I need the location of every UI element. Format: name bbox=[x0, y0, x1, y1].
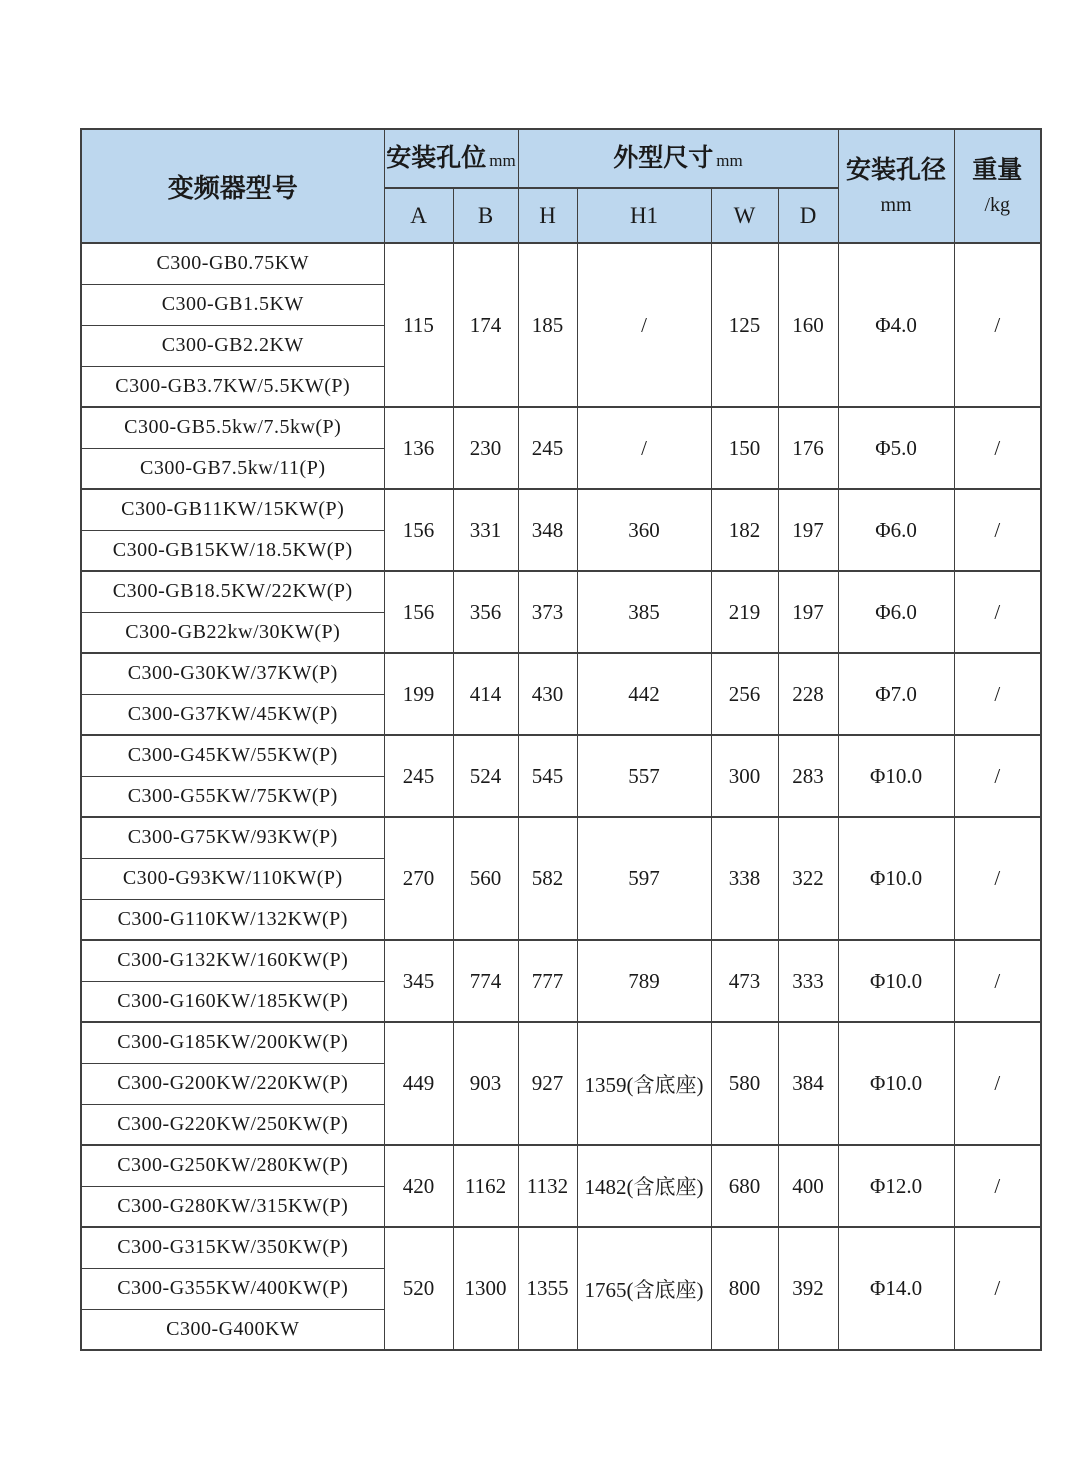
value-cell-a: 156 bbox=[384, 571, 453, 653]
model-cell: C300-G185KW/200KW(P) bbox=[81, 1022, 384, 1063]
value-cell-weight: / bbox=[954, 489, 1041, 571]
header-dimensions-label: 外型尺寸 bbox=[613, 144, 714, 172]
value-cell-w: 219 bbox=[711, 571, 778, 653]
value-cell-weight: / bbox=[954, 407, 1041, 489]
value-cell-b: 1162 bbox=[453, 1145, 518, 1227]
value-cell-dia: Φ7.0 bbox=[838, 653, 954, 735]
value-cell-h: 582 bbox=[518, 817, 577, 940]
value-cell-d: 283 bbox=[778, 735, 838, 817]
table-row bbox=[81, 817, 1041, 858]
value-cell-weight: / bbox=[954, 1227, 1041, 1350]
value-cell-h1: 385 bbox=[577, 571, 711, 653]
model-cell: C300-G200KW/220KW(P) bbox=[81, 1063, 384, 1104]
table-row bbox=[81, 735, 1041, 776]
value-cell-w: 300 bbox=[711, 735, 778, 817]
model-cell: C300-GB5.5kw/7.5kw(P) bbox=[81, 407, 384, 448]
value-cell-h: 927 bbox=[518, 1022, 577, 1145]
value-cell-weight: / bbox=[954, 940, 1041, 1022]
header-weight bbox=[954, 129, 1041, 243]
value-cell-h1: 360 bbox=[577, 489, 711, 571]
model-cell: C300-GB1.5KW bbox=[81, 284, 384, 325]
value-cell-w: 125 bbox=[711, 243, 778, 407]
value-cell-b: 560 bbox=[453, 817, 518, 940]
value-cell-a: 345 bbox=[384, 940, 453, 1022]
value-cell-w: 800 bbox=[711, 1227, 778, 1350]
header-hole-diameter-label: 安装孔径 bbox=[846, 157, 947, 185]
model-cell: C300-G400KW bbox=[81, 1309, 384, 1350]
table-row bbox=[81, 1145, 1041, 1186]
value-cell-b: 174 bbox=[453, 243, 518, 407]
model-cell: C300-G110KW/132KW(P) bbox=[81, 899, 384, 940]
value-cell-a: 199 bbox=[384, 653, 453, 735]
header-col-a: A bbox=[384, 188, 453, 243]
value-cell-dia: Φ10.0 bbox=[838, 940, 954, 1022]
value-cell-a: 270 bbox=[384, 817, 453, 940]
value-cell-a: 520 bbox=[384, 1227, 453, 1350]
model-cell: C300-GB11KW/15KW(P) bbox=[81, 489, 384, 530]
value-cell-h: 373 bbox=[518, 571, 577, 653]
value-cell-dia: Φ10.0 bbox=[838, 1022, 954, 1145]
model-cell: C300-GB7.5kw/11(P) bbox=[81, 448, 384, 489]
table-header bbox=[81, 129, 1041, 243]
value-cell-d: 176 bbox=[778, 407, 838, 489]
header-model-column: 变频器型号 bbox=[81, 129, 384, 243]
value-cell-h1: 1482(含底座) bbox=[577, 1145, 711, 1227]
value-cell-d: 228 bbox=[778, 653, 838, 735]
value-cell-h: 1132 bbox=[518, 1145, 577, 1227]
value-cell-dia: Φ4.0 bbox=[838, 243, 954, 407]
value-cell-dia: Φ6.0 bbox=[838, 489, 954, 571]
value-cell-h1: / bbox=[577, 243, 711, 407]
header-col-h: H bbox=[518, 188, 577, 243]
value-cell-dia: Φ10.0 bbox=[838, 817, 954, 940]
model-cell: C300-G55KW/75KW(P) bbox=[81, 776, 384, 817]
table-row bbox=[81, 407, 1041, 448]
value-cell-a: 115 bbox=[384, 243, 453, 407]
value-cell-h: 777 bbox=[518, 940, 577, 1022]
table-row bbox=[81, 243, 1041, 284]
model-cell: C300-GB15KW/18.5KW(P) bbox=[81, 530, 384, 571]
value-cell-h: 545 bbox=[518, 735, 577, 817]
header-mount-hole-unit: mm bbox=[489, 150, 516, 170]
value-cell-d: 197 bbox=[778, 489, 838, 571]
value-cell-a: 136 bbox=[384, 407, 453, 489]
value-cell-d: 197 bbox=[778, 571, 838, 653]
value-cell-h: 245 bbox=[518, 407, 577, 489]
value-cell-b: 774 bbox=[453, 940, 518, 1022]
table-row bbox=[81, 1227, 1041, 1268]
value-cell-dia: Φ5.0 bbox=[838, 407, 954, 489]
header-hole-diameter-unit: mm bbox=[880, 193, 912, 216]
value-cell-w: 182 bbox=[711, 489, 778, 571]
value-cell-b: 524 bbox=[453, 735, 518, 817]
value-cell-b: 903 bbox=[453, 1022, 518, 1145]
model-cell: C300-G315KW/350KW(P) bbox=[81, 1227, 384, 1268]
value-cell-b: 331 bbox=[453, 489, 518, 571]
value-cell-w: 256 bbox=[711, 653, 778, 735]
value-cell-a: 245 bbox=[384, 735, 453, 817]
value-cell-h1: 442 bbox=[577, 653, 711, 735]
value-cell-dia: Φ12.0 bbox=[838, 1145, 954, 1227]
value-cell-weight: / bbox=[954, 735, 1041, 817]
header-weight-label: 重量 bbox=[972, 157, 1023, 185]
value-cell-h1: 1359(含底座) bbox=[577, 1022, 711, 1145]
table-row bbox=[81, 940, 1041, 981]
value-cell-weight: / bbox=[954, 243, 1041, 407]
header-weight-unit: /kg bbox=[984, 193, 1011, 216]
model-cell: C300-GB18.5KW/22KW(P) bbox=[81, 571, 384, 612]
value-cell-a: 156 bbox=[384, 489, 453, 571]
model-cell: C300-G355KW/400KW(P) bbox=[81, 1268, 384, 1309]
value-cell-d: 333 bbox=[778, 940, 838, 1022]
value-cell-w: 680 bbox=[711, 1145, 778, 1227]
header-col-b: B bbox=[453, 188, 518, 243]
model-cell: C300-GB2.2KW bbox=[81, 325, 384, 366]
value-cell-h: 348 bbox=[518, 489, 577, 571]
value-cell-a: 420 bbox=[384, 1145, 453, 1227]
model-cell: C300-G160KW/185KW(P) bbox=[81, 981, 384, 1022]
model-cell: C300-G280KW/315KW(P) bbox=[81, 1186, 384, 1227]
value-cell-h1: / bbox=[577, 407, 711, 489]
header-dimensions-unit: mm bbox=[716, 150, 743, 170]
value-cell-a: 449 bbox=[384, 1022, 453, 1145]
model-cell: C300-G250KW/280KW(P) bbox=[81, 1145, 384, 1186]
value-cell-h: 430 bbox=[518, 653, 577, 735]
model-cell: C300-GB0.75KW bbox=[81, 243, 384, 284]
table-row bbox=[81, 489, 1041, 530]
value-cell-weight: / bbox=[954, 817, 1041, 940]
value-cell-d: 400 bbox=[778, 1145, 838, 1227]
model-cell: C300-G93KW/110KW(P) bbox=[81, 858, 384, 899]
value-cell-w: 580 bbox=[711, 1022, 778, 1145]
value-cell-weight: / bbox=[954, 1145, 1041, 1227]
value-cell-w: 473 bbox=[711, 940, 778, 1022]
value-cell-h1: 557 bbox=[577, 735, 711, 817]
value-cell-dia: Φ14.0 bbox=[838, 1227, 954, 1350]
value-cell-h: 1355 bbox=[518, 1227, 577, 1350]
value-cell-w: 338 bbox=[711, 817, 778, 940]
model-cell: C300-G30KW/37KW(P) bbox=[81, 653, 384, 694]
model-cell: C300-G37KW/45KW(P) bbox=[81, 694, 384, 735]
value-cell-b: 1300 bbox=[453, 1227, 518, 1350]
value-cell-h: 185 bbox=[518, 243, 577, 407]
table-row bbox=[81, 571, 1041, 612]
value-cell-d: 384 bbox=[778, 1022, 838, 1145]
model-cell: C300-G75KW/93KW(P) bbox=[81, 817, 384, 858]
value-cell-h1: 1765(含底座) bbox=[577, 1227, 711, 1350]
value-cell-d: 160 bbox=[778, 243, 838, 407]
value-cell-d: 392 bbox=[778, 1227, 838, 1350]
model-cell: C300-GB3.7KW/5.5KW(P) bbox=[81, 366, 384, 407]
table-row bbox=[81, 653, 1041, 694]
model-cell: C300-GB22kw/30KW(P) bbox=[81, 612, 384, 653]
inverter-dimensions-table bbox=[80, 128, 1042, 1351]
header-mount-hole-group bbox=[384, 129, 518, 188]
value-cell-weight: / bbox=[954, 653, 1041, 735]
value-cell-w: 150 bbox=[711, 407, 778, 489]
value-cell-b: 414 bbox=[453, 653, 518, 735]
table-body bbox=[81, 243, 1041, 1350]
header-dimensions-group bbox=[518, 129, 838, 188]
value-cell-d: 322 bbox=[778, 817, 838, 940]
header-col-h1: H1 bbox=[577, 188, 711, 243]
value-cell-h1: 789 bbox=[577, 940, 711, 1022]
value-cell-b: 230 bbox=[453, 407, 518, 489]
table-row bbox=[81, 1022, 1041, 1063]
header-mount-hole-label: 安装孔位 bbox=[386, 144, 487, 172]
value-cell-dia: Φ10.0 bbox=[838, 735, 954, 817]
value-cell-b: 356 bbox=[453, 571, 518, 653]
header-hole-diameter bbox=[838, 129, 954, 243]
value-cell-dia: Φ6.0 bbox=[838, 571, 954, 653]
value-cell-h1: 597 bbox=[577, 817, 711, 940]
header-col-d: D bbox=[778, 188, 838, 243]
value-cell-weight: / bbox=[954, 1022, 1041, 1145]
model-cell: C300-G45KW/55KW(P) bbox=[81, 735, 384, 776]
model-cell: C300-G132KW/160KW(P) bbox=[81, 940, 384, 981]
value-cell-weight: / bbox=[954, 571, 1041, 653]
header-col-w: W bbox=[711, 188, 778, 243]
model-cell: C300-G220KW/250KW(P) bbox=[81, 1104, 384, 1145]
